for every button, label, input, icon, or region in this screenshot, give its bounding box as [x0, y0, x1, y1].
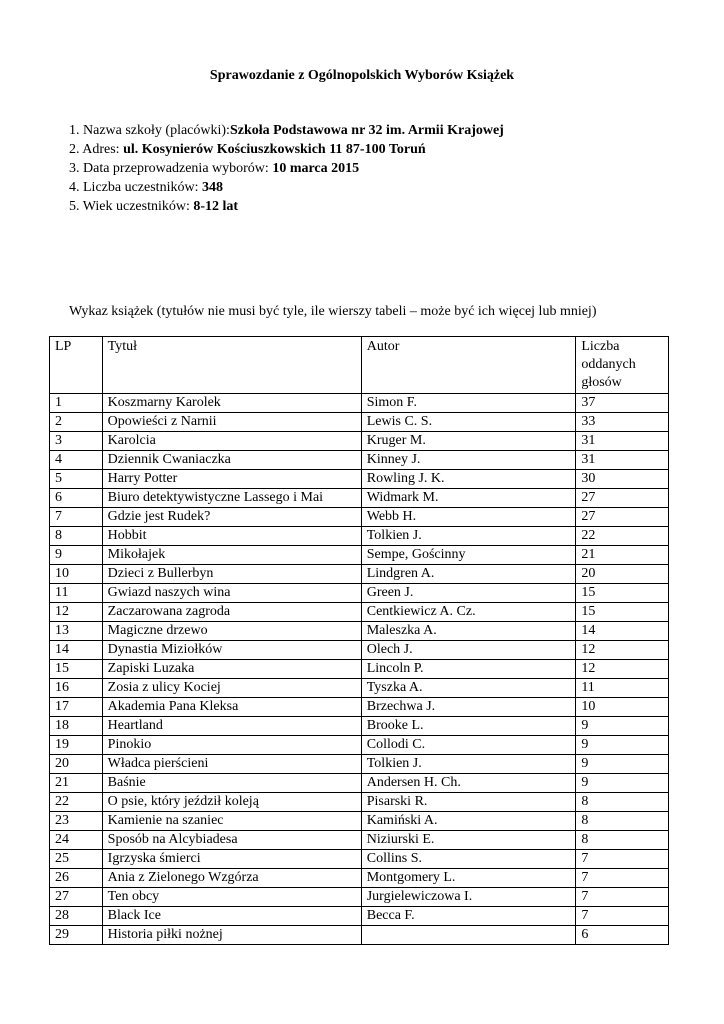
- cell-title: Akademia Pana Kleksa: [102, 698, 361, 717]
- cell-author: Andersen H. Ch.: [361, 774, 576, 793]
- cell-lp: 14: [50, 641, 103, 660]
- table-row: [50, 717, 669, 736]
- cell-lp: 1: [50, 394, 103, 413]
- cell-author: Centkiewicz A. Cz.: [361, 603, 576, 622]
- table-header-row: [50, 337, 669, 394]
- table-row: [50, 869, 669, 888]
- cell-votes: 8: [576, 812, 669, 831]
- cell-author: Webb H.: [361, 508, 576, 527]
- cell-author: Rowling J. K.: [361, 470, 576, 489]
- cell-title: Mikołajek: [102, 546, 361, 565]
- cell-title: Harry Potter: [102, 470, 361, 489]
- cell-title: Hobbit: [102, 527, 361, 546]
- table-row: [50, 774, 669, 793]
- cell-lp: 10: [50, 565, 103, 584]
- cell-votes: 15: [576, 603, 669, 622]
- cell-lp: 15: [50, 660, 103, 679]
- table-row: [50, 698, 669, 717]
- cell-lp: 16: [50, 679, 103, 698]
- cell-votes: 15: [576, 584, 669, 603]
- cell-lp: 13: [50, 622, 103, 641]
- cell-author: Lindgren A.: [361, 565, 576, 584]
- cell-lp: 3: [50, 432, 103, 451]
- cell-title: Dzieci z Bullerbyn: [102, 565, 361, 584]
- cell-votes: 31: [576, 432, 669, 451]
- cell-lp: 26: [50, 869, 103, 888]
- cell-lp: 11: [50, 584, 103, 603]
- cell-lp: 22: [50, 793, 103, 812]
- info-school-name: 1. Nazwa szkoły (placówki):Szkoła Podstawowa nr 32 im. Armii Krajowej: [69, 123, 504, 138]
- cell-votes: 14: [576, 622, 669, 641]
- header-votes: Liczba oddanych głosów: [576, 337, 669, 394]
- cell-votes: 12: [576, 660, 669, 679]
- document-title: Sprawozdanie z Ogólnopolskich Wyborów Książek: [209, 68, 515, 83]
- cell-votes: 9: [576, 736, 669, 755]
- cell-lp: 12: [50, 603, 103, 622]
- cell-author: Brzechwa J.: [361, 698, 576, 717]
- cell-author: Lincoln P.: [361, 660, 576, 679]
- table-row: [50, 926, 669, 945]
- cell-lp: 17: [50, 698, 103, 717]
- cell-votes: 8: [576, 831, 669, 850]
- cell-title: Ania z Zielonego Wzgórza: [102, 869, 361, 888]
- info-participants: 4. Liczba uczestników: 348: [69, 180, 223, 195]
- cell-author: Tolkien J.: [361, 755, 576, 774]
- cell-votes: 7: [576, 850, 669, 869]
- cell-author: Montgomery L.: [361, 869, 576, 888]
- cell-author: Widmark M.: [361, 489, 576, 508]
- table-row: [50, 527, 669, 546]
- cell-title: Ten obcy: [102, 888, 361, 907]
- cell-votes: 33: [576, 413, 669, 432]
- cell-author: Kruger M.: [361, 432, 576, 451]
- cell-votes: 7: [576, 888, 669, 907]
- table-row: [50, 451, 669, 470]
- table-row: [50, 432, 669, 451]
- cell-lp: 9: [50, 546, 103, 565]
- cell-title: Igrzyska śmierci: [102, 850, 361, 869]
- cell-lp: 7: [50, 508, 103, 527]
- cell-lp: 19: [50, 736, 103, 755]
- cell-title: Pinokio: [102, 736, 361, 755]
- cell-votes: 37: [576, 394, 669, 413]
- table-row: [50, 831, 669, 850]
- cell-title: Gdzie jest Rudek?: [102, 508, 361, 527]
- table-row: [50, 850, 669, 869]
- cell-author: [361, 926, 576, 945]
- table-row: [50, 755, 669, 774]
- cell-author: Tolkien J.: [361, 527, 576, 546]
- cell-votes: 9: [576, 774, 669, 793]
- cell-lp: 21: [50, 774, 103, 793]
- cell-votes: 9: [576, 755, 669, 774]
- cell-title: Zapiski Luzaka: [102, 660, 361, 679]
- cell-votes: 27: [576, 489, 669, 508]
- cell-lp: 25: [50, 850, 103, 869]
- cell-title: Dynastia Miziołków: [102, 641, 361, 660]
- cell-votes: 31: [576, 451, 669, 470]
- cell-author: Collodi C.: [361, 736, 576, 755]
- cell-votes: 21: [576, 546, 669, 565]
- cell-title: Historia piłki nożnej: [102, 926, 361, 945]
- cell-title: Zosia z ulicy Kociej: [102, 679, 361, 698]
- cell-author: Tyszka A.: [361, 679, 576, 698]
- cell-title: Biuro detektywistyczne Lassego i Mai: [102, 489, 361, 508]
- cell-title: O psie, który jeździł koleją: [102, 793, 361, 812]
- table-row: [50, 907, 669, 926]
- header-title: Tytuł: [102, 337, 361, 394]
- cell-lp: 2: [50, 413, 103, 432]
- cell-title: Black Ice: [102, 907, 361, 926]
- cell-lp: 24: [50, 831, 103, 850]
- table-note: Wykaz książek (tytułów nie musi być tyle, ile wierszy tabeli – może być ich więcej lub mniej): [69, 304, 597, 319]
- cell-lp: 28: [50, 907, 103, 926]
- cell-title: Opowieści z Narnii: [102, 413, 361, 432]
- cell-author: Kinney J.: [361, 451, 576, 470]
- cell-votes: 9: [576, 717, 669, 736]
- table-row: [50, 508, 669, 527]
- table-row: [50, 603, 669, 622]
- table-row: [50, 413, 669, 432]
- cell-votes: 12: [576, 641, 669, 660]
- cell-votes: 7: [576, 869, 669, 888]
- cell-lp: 20: [50, 755, 103, 774]
- cell-votes: 10: [576, 698, 669, 717]
- header-author: Autor: [361, 337, 576, 394]
- table-row: [50, 546, 669, 565]
- cell-author: Pisarski R.: [361, 793, 576, 812]
- cell-title: Baśnie: [102, 774, 361, 793]
- cell-author: Olech J.: [361, 641, 576, 660]
- cell-title: Sposób na Alcybiadesa: [102, 831, 361, 850]
- cell-author: Lewis C. S.: [361, 413, 576, 432]
- books-table: [49, 336, 669, 945]
- cell-title: Zaczarowana zagroda: [102, 603, 361, 622]
- table-row: [50, 584, 669, 603]
- cell-author: Collins S.: [361, 850, 576, 869]
- cell-lp: 6: [50, 489, 103, 508]
- table-row: [50, 888, 669, 907]
- cell-author: Sempe, Gościnny: [361, 546, 576, 565]
- cell-title: Kamienie na szaniec: [102, 812, 361, 831]
- cell-votes: 6: [576, 926, 669, 945]
- cell-lp: 29: [50, 926, 103, 945]
- cell-title: Gwiazd naszych wina: [102, 584, 361, 603]
- cell-lp: 23: [50, 812, 103, 831]
- cell-author: Maleszka A.: [361, 622, 576, 641]
- cell-lp: 5: [50, 470, 103, 489]
- cell-title: Władca pierścieni: [102, 755, 361, 774]
- info-address: 2. Adres: ul. Kosynierów Kościuszkowskich 11 87-100 Toruń: [69, 142, 426, 157]
- info-date: 3. Data przeprowadzenia wyborów: 10 marca 2015: [69, 161, 360, 176]
- table-row: [50, 793, 669, 812]
- cell-author: Simon F.: [361, 394, 576, 413]
- cell-title: Magiczne drzewo: [102, 622, 361, 641]
- cell-votes: 11: [576, 679, 669, 698]
- cell-votes: 30: [576, 470, 669, 489]
- cell-lp: 18: [50, 717, 103, 736]
- table-row: [50, 622, 669, 641]
- cell-author: Niziurski E.: [361, 831, 576, 850]
- cell-author: Green J.: [361, 584, 576, 603]
- header-lp: LP: [50, 337, 103, 394]
- cell-lp: 8: [50, 527, 103, 546]
- table-row: [50, 489, 669, 508]
- table-row: [50, 679, 669, 698]
- table-row: [50, 470, 669, 489]
- table-row: [50, 641, 669, 660]
- cell-votes: 22: [576, 527, 669, 546]
- cell-title: Karolcia: [102, 432, 361, 451]
- cell-lp: 27: [50, 888, 103, 907]
- cell-votes: 20: [576, 565, 669, 584]
- table-row: [50, 812, 669, 831]
- cell-author: Becca F.: [361, 907, 576, 926]
- table-row: [50, 736, 669, 755]
- cell-votes: 8: [576, 793, 669, 812]
- cell-title: Koszmarny Karolek: [102, 394, 361, 413]
- cell-lp: 4: [50, 451, 103, 470]
- table-row: [50, 565, 669, 584]
- cell-author: Kamiński A.: [361, 812, 576, 831]
- cell-author: Jurgielewiczowa I.: [361, 888, 576, 907]
- cell-author: Brooke L.: [361, 717, 576, 736]
- table-row: [50, 660, 669, 679]
- table-row: [50, 394, 669, 413]
- cell-title: Dziennik Cwaniaczka: [102, 451, 361, 470]
- info-age: 5. Wiek uczestników: 8-12 lat: [69, 199, 239, 214]
- cell-votes: 27: [576, 508, 669, 527]
- cell-votes: 7: [576, 907, 669, 926]
- school-info: [69, 121, 504, 216]
- cell-title: Heartland: [102, 717, 361, 736]
